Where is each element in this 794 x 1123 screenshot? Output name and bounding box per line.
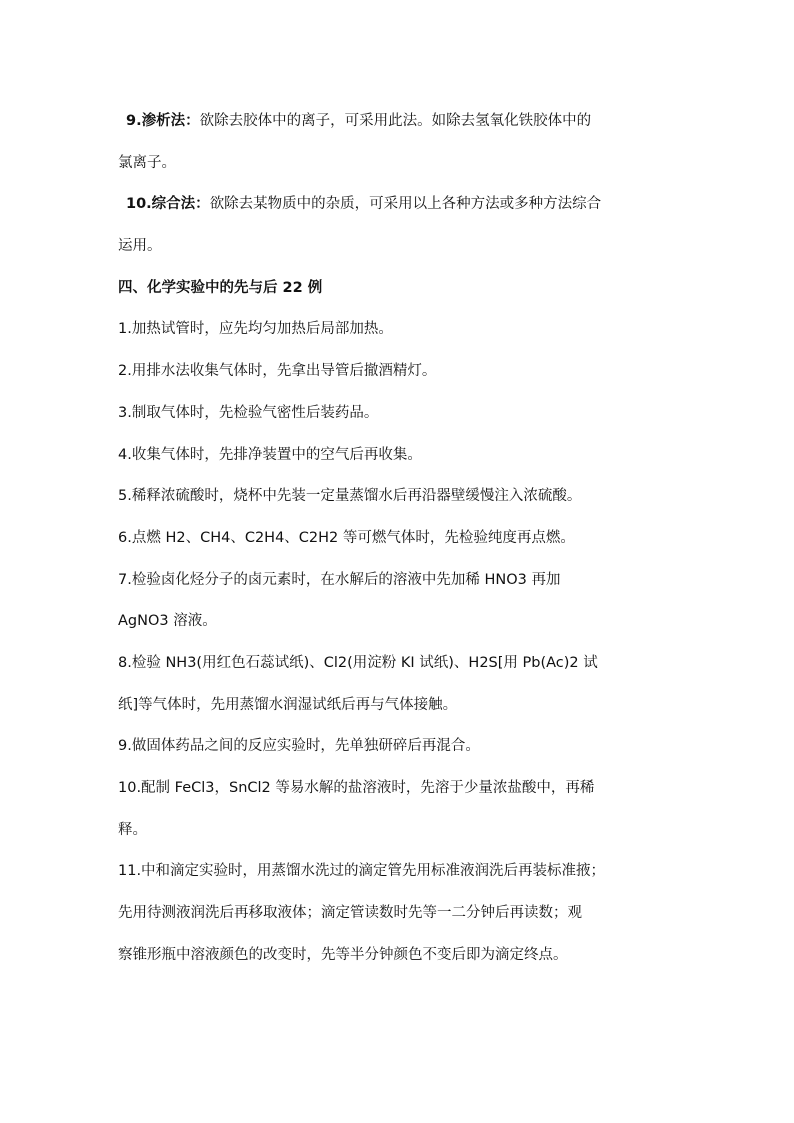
text-line: 察锥形瓶中溶液颜色的改变时，先等半分钟颜色不变后即为滴定终点。 [118,946,568,963]
method-text: 欲除去某物质中的杂质，可采用以上各种方法或多种方法综合 [209,196,602,213]
text-line: 4.收集气体时，先排净装置中的空气后再收集。 [118,446,422,463]
text-line: 7.检验卤化烃分子的卤元素时，在水解后的溶液中先加稀 HNO3 再加 [118,571,561,588]
list-item-9 [118,726,680,768]
list-item-6 [118,518,680,560]
list-item-2 [118,351,680,393]
text-line: 1.加热试管时，应先均匀加热后局部加热。 [118,321,393,338]
list-item-3 [118,393,680,435]
text-line: 运用。 [118,238,162,255]
text-line: 氯离子。 [118,154,176,171]
list-item-5 [118,476,680,518]
method-label: 10.综合法： [126,196,210,213]
list-item-7 [118,560,680,643]
section-heading [118,268,680,310]
text-line: 3.制取气体时，先检验气密性后装药品。 [118,404,379,421]
method-text: 欲除去胶体中的离子，可采用此法。如除去氢氧化铁胶体中的 [199,113,592,129]
text-line: 6.点燃 H2、CH4、C2H4、C2H2 等可燃气体时，先检验纯度再点燃。 [118,529,575,546]
paragraph-combined-method [118,184,680,267]
text-line: 先用待测液润洗后再移取液体；滴定管读数时先等一二分钟后再读数；观 [118,905,582,922]
list-item-10 [118,768,680,851]
text-line [118,184,680,226]
text-line: 5.稀释浓硫酸时，烧杯中先装一定量蒸馏水后再沿器壁缓慢注入浓硫酸。 [118,488,582,505]
text-line: 11.中和滴定实验时，用蒸馏水洗过的滴定管先用标准液润洗后再装标准掖； [118,863,606,880]
list-item-1 [118,309,680,351]
section-title: 四、化学实验中的先与后 22 例 [118,279,323,296]
list-item-11 [118,851,680,976]
list-item-4 [118,435,680,477]
text-line: AgNO3 溶液。 [118,613,217,630]
list-item-8 [118,643,680,726]
document-body [118,101,680,976]
text-line [118,101,680,143]
text-line: 10.配制 FeCl3，SnCl2 等易水解的盐溶液时，先溶于少量浓盐酸中，再稀 [118,780,595,796]
method-label: 9.渗析法： [126,113,200,129]
text-line: 释。 [118,821,147,838]
text-line: 9.做固体药品之间的反应实验时，先单独研碎后再混合。 [118,738,480,755]
text-line: 2.用排水法收集气体时，先拿出导管后撤酒精灯。 [118,363,437,380]
paragraph-dialysis [118,101,680,184]
text-line: 纸]等气体时，先用蒸馏水润湿试纸后再与气体接触。 [118,696,458,713]
text-line: 8.检验 NH3(用红色石蕊试纸)、Cl2(用淀粉 KI 试纸)、H2S[用 Pb(Ac)2 试 [118,654,598,671]
